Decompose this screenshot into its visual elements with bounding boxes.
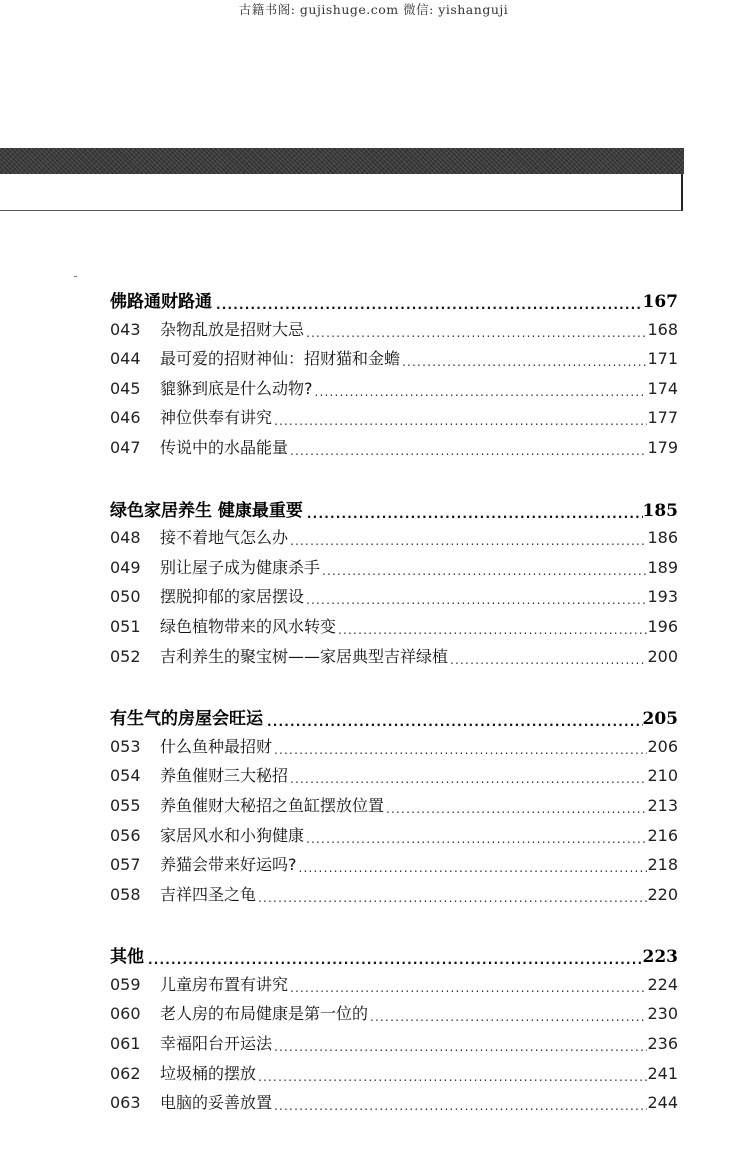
banner-frame bbox=[0, 174, 683, 211]
dot-leader bbox=[386, 802, 647, 815]
entry-page: 196 bbox=[647, 616, 678, 636]
entry-title: 电脑的妥善放置 bbox=[160, 1093, 273, 1113]
dot-leader bbox=[290, 981, 647, 994]
entry-title: 杂物乱放是招财大忌 bbox=[160, 319, 305, 339]
entry-number: 058 bbox=[110, 884, 141, 904]
toc-entry[interactable] bbox=[110, 435, 678, 465]
toc-entry[interactable] bbox=[110, 763, 678, 793]
entry-title: 吉祥四圣之龟 bbox=[160, 884, 257, 904]
entry-title: 接不着地气怎么办 bbox=[160, 528, 289, 548]
entry-number: 056 bbox=[110, 825, 141, 845]
table-of-contents bbox=[110, 287, 678, 1151]
toc-entry[interactable] bbox=[110, 614, 678, 644]
dot-leader bbox=[299, 861, 648, 874]
entry-page: 241 bbox=[647, 1063, 678, 1083]
toc-entry[interactable] bbox=[110, 882, 678, 912]
entry-page: 179 bbox=[647, 437, 678, 457]
section-title: 其他 bbox=[110, 947, 144, 968]
toc-entry[interactable] bbox=[110, 734, 678, 764]
entry-page: 224 bbox=[647, 974, 678, 994]
entry-page: 230 bbox=[647, 1004, 678, 1024]
watermark-text: 古籍书阁: gujishuge.com 微信: yishanguji bbox=[238, 2, 509, 17]
dot-leader bbox=[216, 298, 643, 311]
toc-entry[interactable] bbox=[110, 823, 678, 853]
dot-leader bbox=[290, 444, 647, 457]
entry-page: 206 bbox=[647, 736, 678, 756]
section-title: 绿色家居养生 健康最重要 bbox=[110, 500, 303, 521]
section-page: 205 bbox=[642, 709, 678, 730]
entry-page: 220 bbox=[647, 884, 678, 904]
entry-title: 幸福阳台开运法 bbox=[160, 1034, 273, 1054]
dot-leader bbox=[274, 1099, 647, 1112]
entry-number: 048 bbox=[110, 528, 141, 548]
entry-page: 244 bbox=[647, 1093, 678, 1113]
entry-number: 051 bbox=[110, 616, 141, 636]
entry-title: 最可爱的招财神仙：招财猫和金蟾 bbox=[160, 349, 401, 369]
entry-title: 儿童房布置有讲究 bbox=[160, 974, 289, 994]
banner-bar bbox=[0, 148, 684, 174]
entry-number: 044 bbox=[110, 349, 141, 369]
entry-number: 045 bbox=[110, 378, 141, 398]
toc-entry[interactable] bbox=[110, 1001, 678, 1031]
toc-section bbox=[110, 704, 678, 911]
toc-entry[interactable] bbox=[110, 584, 678, 614]
section-page: 223 bbox=[642, 947, 678, 968]
dot-leader bbox=[402, 355, 647, 368]
toc-section bbox=[110, 496, 678, 674]
dot-leader bbox=[274, 1040, 647, 1053]
entry-title: 吉利养生的聚宝树——家居典型吉祥绿植 bbox=[160, 646, 449, 666]
dot-leader bbox=[306, 326, 647, 339]
entry-title: 绿色植物带来的风水转变 bbox=[160, 616, 337, 636]
dot-leader bbox=[315, 385, 648, 398]
entry-title: 老人房的布局健康是第一位的 bbox=[160, 1004, 369, 1024]
toc-entry[interactable] bbox=[110, 1061, 678, 1091]
dot-leader bbox=[306, 593, 647, 606]
entry-number: 047 bbox=[110, 437, 141, 457]
toc-entry[interactable] bbox=[110, 972, 678, 1002]
entry-page: 186 bbox=[647, 528, 678, 548]
toc-entry[interactable] bbox=[110, 1090, 678, 1120]
toc-entry[interactable] bbox=[110, 346, 678, 376]
entry-title: 养鱼催财大秘招之鱼缸摆放位置 bbox=[160, 795, 385, 815]
entry-title: 什么鱼种最招财 bbox=[160, 736, 273, 756]
dot-leader bbox=[306, 832, 647, 845]
entry-number: 063 bbox=[110, 1093, 141, 1113]
entry-page: 210 bbox=[647, 766, 678, 786]
entry-title: 家居风水和小狗健康 bbox=[160, 825, 305, 845]
entry-number: 055 bbox=[110, 795, 141, 815]
entry-number: 054 bbox=[110, 766, 141, 786]
scan-speck bbox=[74, 276, 77, 277]
dot-leader bbox=[450, 653, 647, 666]
dot-leader bbox=[258, 1070, 647, 1083]
entry-title: 别让屋子成为健康杀手 bbox=[160, 557, 321, 577]
section-heading[interactable] bbox=[110, 704, 678, 734]
section-page: 185 bbox=[642, 500, 678, 521]
entry-number: 059 bbox=[110, 974, 141, 994]
dot-leader bbox=[258, 891, 647, 904]
entry-page: 174 bbox=[647, 378, 678, 398]
section-title: 有生气的房屋会旺运 bbox=[110, 709, 263, 730]
entry-title: 神位供奉有讲究 bbox=[160, 408, 273, 428]
dot-leader bbox=[322, 564, 647, 577]
entry-page: 200 bbox=[647, 646, 678, 666]
entry-page: 213 bbox=[647, 795, 678, 815]
toc-entry[interactable] bbox=[110, 1031, 678, 1061]
entry-number: 049 bbox=[110, 557, 141, 577]
section-page: 167 bbox=[642, 292, 678, 312]
toc-entry[interactable] bbox=[110, 317, 678, 347]
dot-leader bbox=[370, 1010, 647, 1023]
section-heading[interactable] bbox=[110, 496, 678, 526]
toc-entry[interactable] bbox=[110, 376, 678, 406]
entry-page: 168 bbox=[647, 319, 678, 339]
entry-number: 053 bbox=[110, 736, 141, 756]
entry-page: 218 bbox=[647, 855, 678, 875]
dot-leader bbox=[338, 623, 647, 636]
entry-number: 052 bbox=[110, 646, 141, 666]
dot-leader bbox=[290, 534, 647, 547]
entry-title: 养鱼催财三大秘招 bbox=[160, 766, 289, 786]
toc-entry[interactable] bbox=[110, 852, 678, 882]
dot-leader bbox=[267, 715, 643, 728]
entry-number: 057 bbox=[110, 855, 141, 875]
section-heading[interactable] bbox=[110, 942, 678, 972]
entry-page: 193 bbox=[647, 587, 678, 607]
toc-entry[interactable] bbox=[110, 793, 678, 823]
entry-number: 060 bbox=[110, 1004, 141, 1024]
entry-title: 摆脱抑郁的家居摆设 bbox=[160, 587, 305, 607]
entry-number: 043 bbox=[110, 319, 141, 339]
dot-leader bbox=[274, 414, 647, 427]
dot-leader bbox=[290, 772, 647, 785]
dot-leader bbox=[307, 507, 643, 520]
toc-section bbox=[110, 942, 678, 1120]
entry-title: 养猫会带来好运吗? bbox=[160, 855, 297, 875]
dot-leader bbox=[274, 743, 647, 756]
section-title: 佛路通财路通 bbox=[110, 292, 212, 312]
entry-number: 062 bbox=[110, 1063, 141, 1083]
toc-entry[interactable] bbox=[110, 525, 678, 555]
dot-leader bbox=[148, 953, 643, 966]
toc-entry[interactable] bbox=[110, 405, 678, 435]
entry-page: 177 bbox=[647, 408, 678, 428]
toc-section bbox=[110, 287, 678, 465]
entry-page: 189 bbox=[647, 557, 678, 577]
entry-title: 传说中的水晶能量 bbox=[160, 437, 289, 457]
section-heading[interactable] bbox=[110, 287, 678, 317]
toc-entry[interactable] bbox=[110, 644, 678, 674]
toc-entry[interactable] bbox=[110, 555, 678, 585]
entry-title: 貔貅到底是什么动物? bbox=[160, 378, 313, 398]
chapter-banner bbox=[0, 148, 684, 212]
entry-number: 061 bbox=[110, 1034, 141, 1054]
entry-page: 236 bbox=[647, 1034, 678, 1054]
entry-page: 171 bbox=[647, 349, 678, 369]
entry-number: 050 bbox=[110, 587, 141, 607]
entry-number: 046 bbox=[110, 408, 141, 428]
entry-page: 216 bbox=[647, 825, 678, 845]
entry-title: 垃圾桶的摆放 bbox=[160, 1063, 257, 1083]
